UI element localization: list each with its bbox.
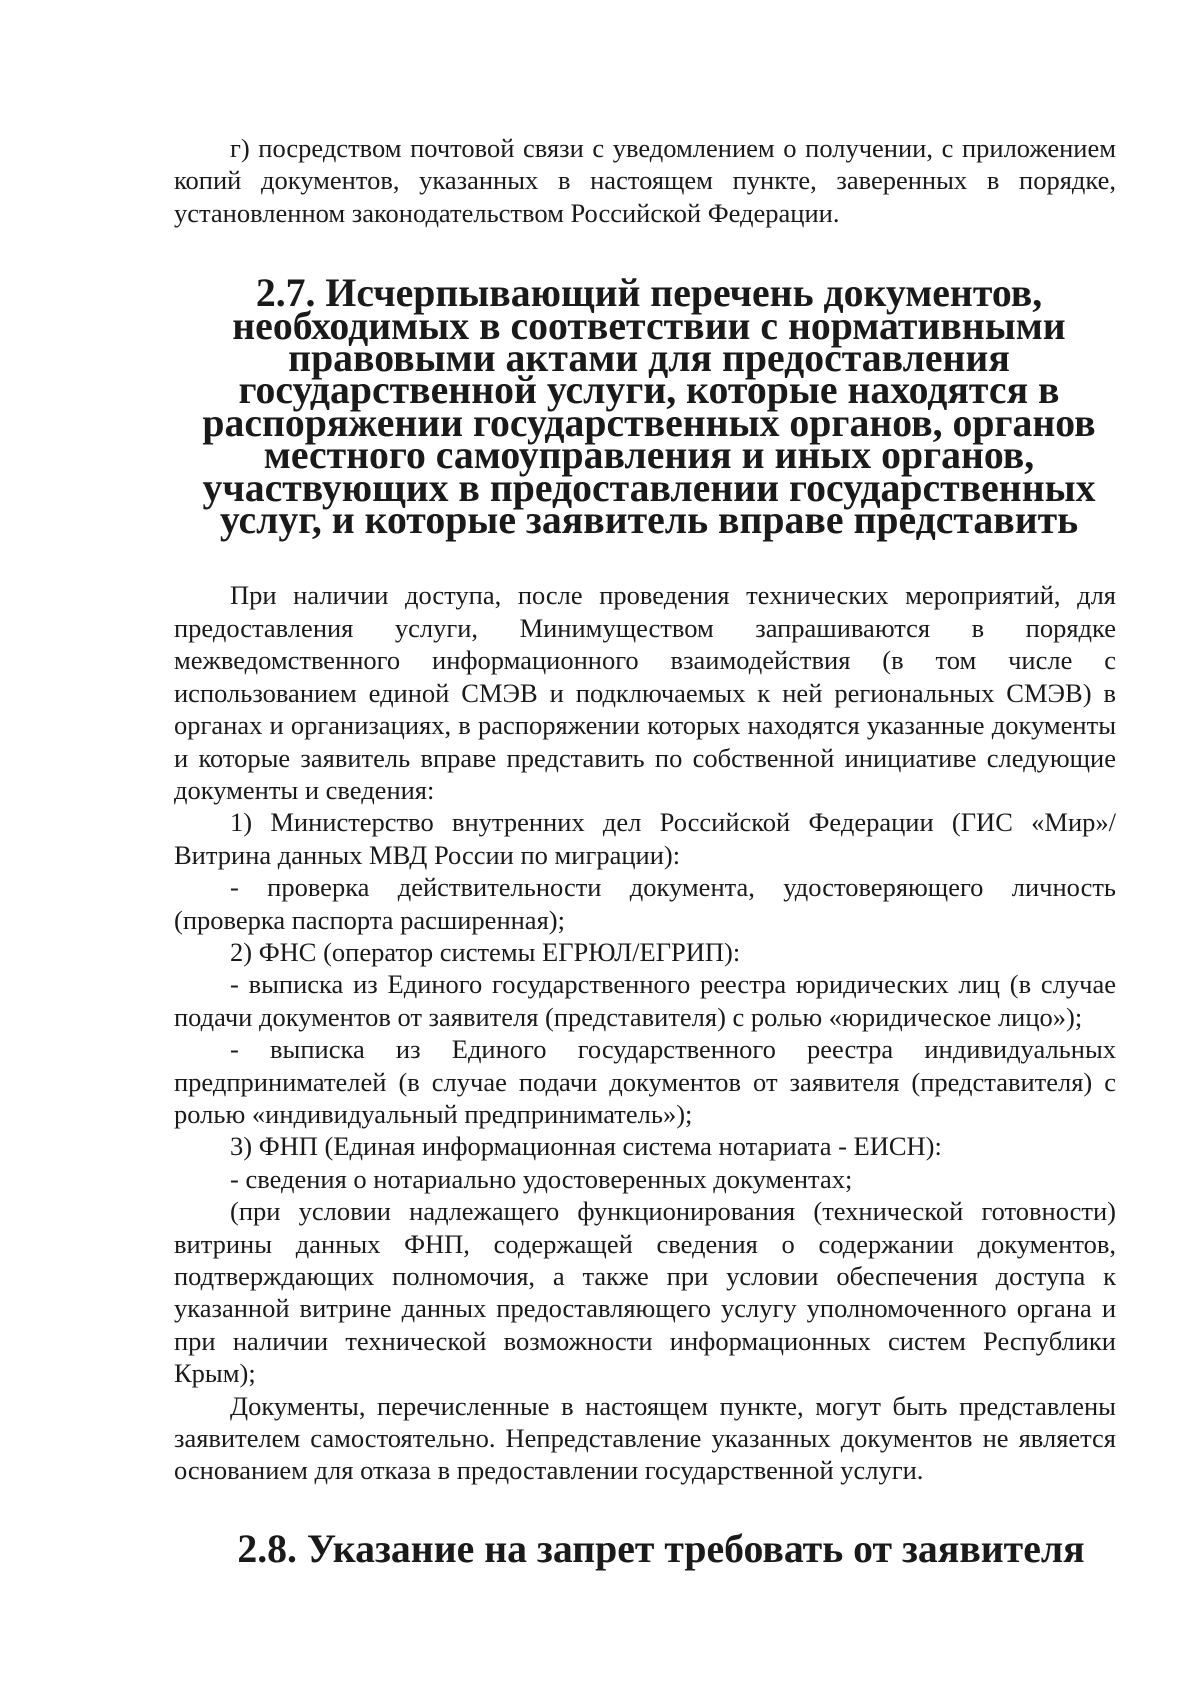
paragraph-fns: 2) ФНС (оператор системы ЕГРЮЛ/ЕГРИП): — [230, 936, 741, 967]
intro-paragraph: г) посредством почтовой связи с уведомлением о получении, с приложением копий документов, указанных в настоящем пункте, заверенных в порядке, установленном законодательством Российской Федерации. — [174, 133, 1116, 228]
paragraph-notary-info: - сведения о нотариально удостоверенных документах; — [230, 1163, 853, 1194]
paragraph-egrip-extract: - выписка из Единого государственного реестра индивидуальных предпринимателей (в случае подачи документов от заявителя (представителя) с ролью «индивидуальный предприниматель»); — [174, 1034, 1116, 1129]
paragraph-passport-check: - проверка действительности документа, удостоверяющего личность (проверка паспорта расширенная); — [174, 872, 1116, 935]
paragraph-mvd: 1) Министерство внутренних дел Российской Федерации (ГИС «Мир»/Витрина данных МВД России по миграции): — [174, 807, 1116, 870]
paragraph-request-intro: При наличии доступа, после проведения технических мероприятий, для предоставления услуги, Минимуществом запрашиваются в порядке межведомственного информационного взаимодействия (в том числе с использованием единой СМЭВ и подключаемых к ней региональных СМЭВ) в органах и организациях, в распоряжении которых находятся указанные документы и которые заявитель вправе представить по собственной инициативе следующие документы и сведения: — [174, 580, 1116, 805]
document-page — [174, 132, 1116, 1571]
paragraph-fnp: 3) ФНП (Единая информационная система нотариата - ЕИСН): — [230, 1131, 942, 1162]
section-2-8-heading: 2.8. Указание на запрет требовать от заявителя — [237, 1526, 1085, 1571]
paragraph-self-submission: Документы, перечисленные в настоящем пункте, могут быть представлены заявителем самостоятельно. Непредставление указанных документов не является основанием для отказа в предоставлении государственной услуги. — [174, 1390, 1116, 1486]
section-2-7-body — [174, 579, 1116, 1486]
section-2-7-heading: 2.7. Исчерпывающий перечень документов, необходимых в соответствии с нормативными правовыми актами для предоставления государственной услуги, которые находятся в распоряжении государственных органов, органов местного самоуправления и иных органов, участвующих в предоставлении государственных услуг, и которые заявитель вправе представить — [202, 271, 1096, 543]
paragraph-fnp-condition: (при условии надлежащего функционирования (технической готовности) витрины данных ФНП, содержащей сведения о содержании документов, подтверждающих полномочия, а также при условии обеспечения доступа к указанной витрине данных предоставляющего услугу уполномоченного органа и при наличии технической возможности информационных систем Республики Крым); — [174, 1196, 1116, 1389]
paragraph-egrul-extract: - выписка из Единого государственного реестра юридических лиц (в случае подачи документов от заявителя (представителя) с ролью «юридическое лицо»); — [174, 969, 1116, 1032]
